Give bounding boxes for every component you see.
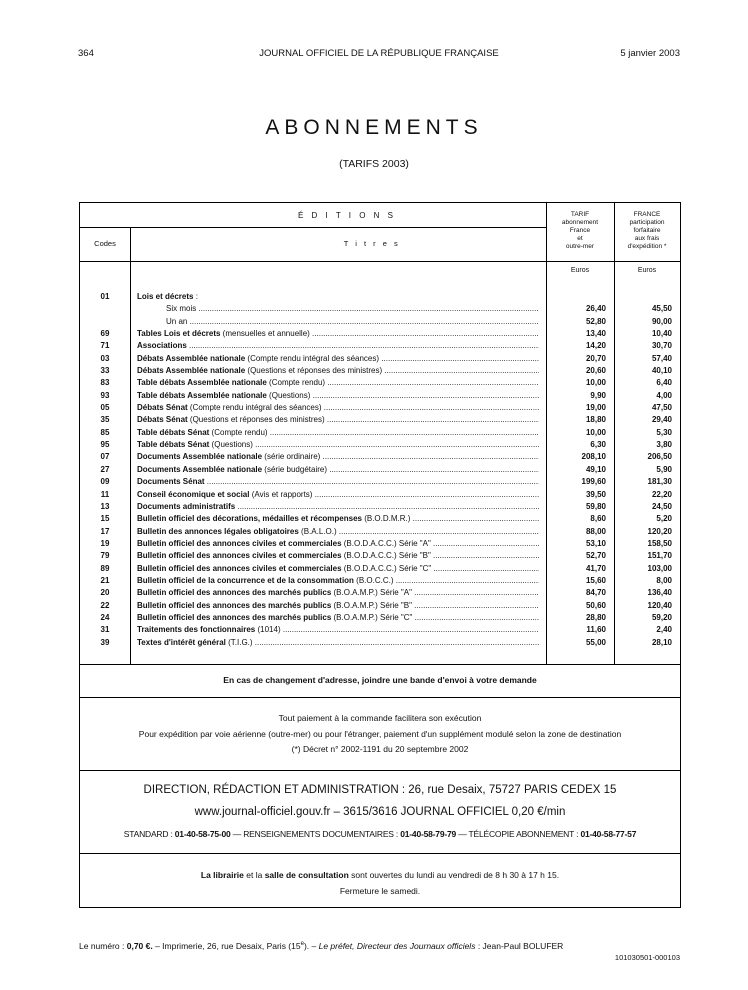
row-tarif: 15,60: [585, 575, 606, 585]
row-tarif: 10,00: [585, 427, 606, 437]
row-code: 17: [100, 526, 110, 536]
row-france: 57,40: [651, 353, 672, 363]
table-row: [80, 439, 680, 451]
table-row: [80, 451, 680, 463]
journal-title: JOURNAL OFFICIEL DE LA RÉPUBLIQUE FRANÇAISE: [259, 48, 499, 59]
payment-line-2: Pour expédition par voie aérienne (outre-mer) ou pour l'étranger, paiement d'un supplément modulé selon la zone de destination: [138, 729, 622, 739]
row-tarif: 49,10: [585, 464, 606, 474]
change-address-notice: En cas de changement d'adresse, joindre une bande d'envoi à votre demande: [223, 675, 537, 685]
row-france: 5,90: [656, 464, 672, 474]
row-title: Lois et décrets :: [137, 292, 198, 301]
row-tarif: 52,80: [585, 316, 606, 326]
france-unit: Euros: [637, 267, 657, 274]
phone-numbers: STANDARD : 01-40-58-75-00 — RENSEIGNEMENTS DOCUMENTAIRES : 01-40-58-79-79 — TÉLÉCOPIE ABONNEMENT : 01-40-58-77-57: [123, 829, 637, 839]
page-subtitle: (TARIFS 2003): [339, 158, 409, 170]
row-tarif: 52,70: [585, 551, 606, 561]
row-tarif: 41,70: [585, 563, 606, 573]
print-reference: 101030501-000103: [614, 953, 680, 962]
row-title: Débats Assemblée nationale (Questions et réponses des ministres) .....: [137, 365, 539, 377]
row-france: 3,80: [656, 440, 672, 450]
row-title: Bulletin officiel des annonces civiles et commerciales (B.O.D.A.C.C.) Série "C" .....: [137, 563, 539, 575]
page-header: [78, 48, 680, 62]
row-code: 79: [100, 551, 110, 561]
row-france: 28,10: [651, 637, 672, 647]
row-code: 05: [100, 403, 110, 413]
table-row: [80, 316, 680, 328]
notice-rule: [80, 697, 680, 698]
issue-date: 5 janvier 2003: [620, 48, 680, 59]
table-row: [80, 489, 680, 501]
row-tarif: 11,60: [586, 625, 606, 635]
row-france: 120,40: [647, 600, 672, 610]
table-row: [80, 476, 680, 488]
table-row: [80, 575, 680, 587]
row-france: 158,50: [647, 538, 672, 548]
header-rule: [80, 261, 680, 262]
row-france: 5,20: [656, 514, 672, 524]
row-title: Débats Sénat (Questions et réponses des ministres) .....: [137, 414, 539, 426]
table-bottom-rule: [80, 664, 680, 665]
row-title: Bulletin officiel des décorations, médailles et récompenses (B.O.D.M.R.) .....: [137, 513, 539, 525]
row-title: Un an .....: [137, 316, 539, 328]
row-title: Table débats Sénat (Compte rendu) .....: [137, 427, 539, 439]
row-title: Débats Sénat (Compte rendu intégral des séances) .....: [137, 402, 539, 414]
table-row: [80, 402, 680, 414]
row-code: 07: [100, 452, 110, 462]
row-code: 15: [100, 514, 110, 524]
row-code: 95: [100, 440, 110, 450]
table-row: [80, 538, 680, 550]
row-title: Bulletin officiel de la concurrence et de la consommation (B.O.C.C.) .....: [137, 575, 539, 587]
row-tarif: 18,80: [585, 415, 606, 425]
row-tarif: 28,80: [585, 612, 606, 622]
row-tarif: 53,10: [585, 538, 606, 548]
subscription-rows: [80, 291, 680, 649]
row-tarif: 20,60: [585, 366, 606, 376]
editions-header: É D I T I O N S: [297, 211, 397, 220]
table-row: [80, 600, 680, 612]
table-row: [80, 501, 680, 513]
tarif-header: TARIF abonnement France et outre-mer: [561, 211, 599, 250]
table-row: [80, 390, 680, 402]
row-code: 19: [100, 538, 110, 548]
row-code: 20: [100, 588, 110, 598]
row-title: Bulletin officiel des annonces des marchés publics (B.O.A.M.P.) Série "A" .....: [137, 587, 539, 599]
direction-rule: [80, 853, 680, 854]
row-title: Bulletin des annonces légales obligatoires (B.A.L.O.) .....: [137, 526, 539, 538]
row-code: 33: [100, 366, 110, 376]
table-row: [80, 427, 680, 439]
row-france: 24,50: [651, 501, 672, 511]
table-row: [80, 328, 680, 340]
row-code: 85: [100, 427, 110, 437]
row-tarif: 9,90: [590, 390, 606, 400]
table-row: [80, 365, 680, 377]
row-code: 22: [100, 600, 110, 610]
row-title: Associations .....: [137, 340, 539, 352]
row-france: 22,20: [651, 489, 672, 499]
row-title: Débats Assemblée nationale (Compte rendu intégral des séances) .....: [137, 353, 539, 365]
row-title: Tables Lois et décrets (mensuelles et annuelle) .....: [137, 328, 539, 340]
row-title: Table débats Assemblée nationale (Compte rendu) .....: [137, 377, 539, 389]
row-france: 136,40: [647, 588, 672, 598]
decree-note: (*) Décret n° 2002-1191 du 20 septembre 2002: [291, 744, 469, 754]
row-france: 10,40: [651, 329, 672, 339]
row-code: 89: [100, 563, 110, 573]
direction-address: DIRECTION, RÉDACTION ET ADMINISTRATION : 26, rue Desaix, 75727 PARIS CEDEX 15: [143, 784, 617, 796]
row-code: 39: [100, 637, 110, 647]
row-title: Table débats Sénat (Questions) .....: [137, 439, 539, 451]
row-france: 4,00: [656, 390, 672, 400]
row-france: 90,00: [651, 316, 672, 326]
row-tarif: 59,80: [585, 501, 606, 511]
table-row: [80, 513, 680, 525]
row-tarif: 55,00: [585, 637, 606, 647]
row-france: 120,20: [647, 526, 672, 536]
row-code: 13: [100, 501, 110, 511]
table-row: [80, 414, 680, 426]
closing-note: Fermeture le samedi.: [339, 886, 421, 896]
row-tarif: 13,40: [585, 329, 606, 339]
row-code: 93: [100, 390, 110, 400]
row-tarif: 50,60: [585, 600, 606, 610]
table-row: [80, 637, 680, 649]
row-france: 103,00: [647, 563, 672, 573]
row-title: Traitements des fonctionnaires (1014) .....: [137, 624, 539, 636]
row-france: 5,30: [656, 427, 672, 437]
france-header: FRANCE participation forfaitaire aux frais d'expédition *: [627, 211, 667, 250]
row-title: Bulletin officiel des annonces des marchés publics (B.O.A.M.P.) Série "B" .....: [137, 600, 539, 612]
tarif-unit: Euros: [570, 267, 590, 274]
row-tarif: 84,70: [585, 588, 606, 598]
table-row: [80, 464, 680, 476]
row-france: 6,40: [656, 378, 672, 388]
table-row: [80, 526, 680, 538]
row-tarif: 208,10: [581, 452, 606, 462]
row-code: 31: [100, 625, 110, 635]
table-row: [80, 550, 680, 562]
website-line: www.journal-officiel.gouv.fr – 3615/3616 JOURNAL OFFICIEL 0,20 €/min: [194, 806, 566, 818]
payment-line-1: Tout paiement à la commande facilitera son exécution: [278, 713, 482, 723]
row-france: 151,70: [647, 551, 672, 561]
row-code: 24: [100, 612, 110, 622]
table-row: [80, 353, 680, 365]
subscription-table: [79, 202, 681, 908]
row-tarif: 199,60: [581, 477, 606, 487]
row-title: Conseil économique et social (Avis et rapports) .....: [137, 489, 539, 501]
row-tarif: 10,00: [585, 378, 606, 388]
row-title: Documents Sénat .....: [137, 476, 539, 488]
row-tarif: 6,30: [590, 440, 606, 450]
editions-rule: [80, 227, 546, 228]
table-row: [80, 587, 680, 599]
payment-rule: [80, 770, 680, 771]
row-code: 03: [100, 353, 110, 363]
titres-header: T i t r e s: [343, 239, 401, 248]
row-france: 206,50: [647, 452, 672, 462]
row-title: Documents Assemblée nationale (série ordinaire) .....: [137, 451, 539, 463]
row-code: 71: [100, 341, 110, 351]
row-code: 01: [100, 292, 110, 301]
row-france: 181,30: [647, 477, 672, 487]
row-france: 8,00: [656, 575, 672, 585]
row-france: 30,70: [651, 341, 672, 351]
row-title: Documents Assemblée nationale (série budgétaire) .....: [137, 464, 539, 476]
table-row: [80, 563, 680, 575]
table-row: [80, 377, 680, 389]
row-code: 27: [100, 464, 110, 474]
row-code: 21: [100, 575, 110, 585]
row-tarif: 88,00: [585, 526, 606, 536]
row-title: Bulletin officiel des annonces civiles et commerciales (B.O.D.A.C.C.) Série "A" .....: [137, 538, 539, 550]
opening-hours: La librairie et la salle de consultation sont ouvertes du lundi au vendredi de 8 h 30 à 17 h 15.: [200, 870, 560, 880]
row-code: 09: [100, 477, 110, 487]
table-row: [80, 612, 680, 624]
table-row: [80, 303, 680, 315]
row-code: 11: [100, 489, 110, 499]
row-code: 83: [100, 378, 110, 388]
row-title: Bulletin officiel des annonces civiles et commerciales (B.O.D.A.C.C.) Série "B" .....: [137, 550, 539, 562]
row-tarif: 14,20: [585, 341, 606, 351]
row-code: 69: [100, 329, 110, 339]
row-tarif: 8,60: [590, 514, 606, 524]
row-title: Textes d'intérêt général (T.I.G.) .....: [137, 637, 539, 649]
table-row: [80, 340, 680, 352]
row-title: Bulletin officiel des annonces des marchés publics (B.O.A.M.P.) Série "C" .....: [137, 612, 539, 624]
row-tarif: 26,40: [585, 304, 606, 314]
row-france: 47,50: [651, 403, 672, 413]
row-tarif: 20,70: [585, 353, 606, 363]
row-title: Six mois .....: [137, 303, 539, 315]
row-france: 45,50: [651, 304, 672, 314]
row-tarif: 39,50: [585, 489, 606, 499]
row-title: Table débats Assemblée nationale (Questions) .....: [137, 390, 539, 402]
page-number: 364: [78, 48, 94, 59]
row-code: 35: [100, 415, 110, 425]
row-france: 29,40: [651, 415, 672, 425]
row-title: Documents administratifs .....: [137, 501, 539, 513]
table-row: [80, 624, 680, 636]
row-france: 40,10: [651, 366, 672, 376]
table-row: [80, 291, 680, 303]
page-footer: Le numéro : 0,70 €. – Imprimerie, 26, rue Desaix, Paris (15e). – Le préfet, Directeur des Journaux officiels : Jean-Paul BOLUFER: [79, 941, 564, 951]
row-france: 59,20: [651, 612, 672, 622]
row-france: 2,40: [656, 625, 672, 635]
row-tarif: 19,00: [585, 403, 606, 413]
page-title: ABONNEMENTS: [265, 116, 483, 139]
codes-header: Codes: [94, 239, 116, 248]
